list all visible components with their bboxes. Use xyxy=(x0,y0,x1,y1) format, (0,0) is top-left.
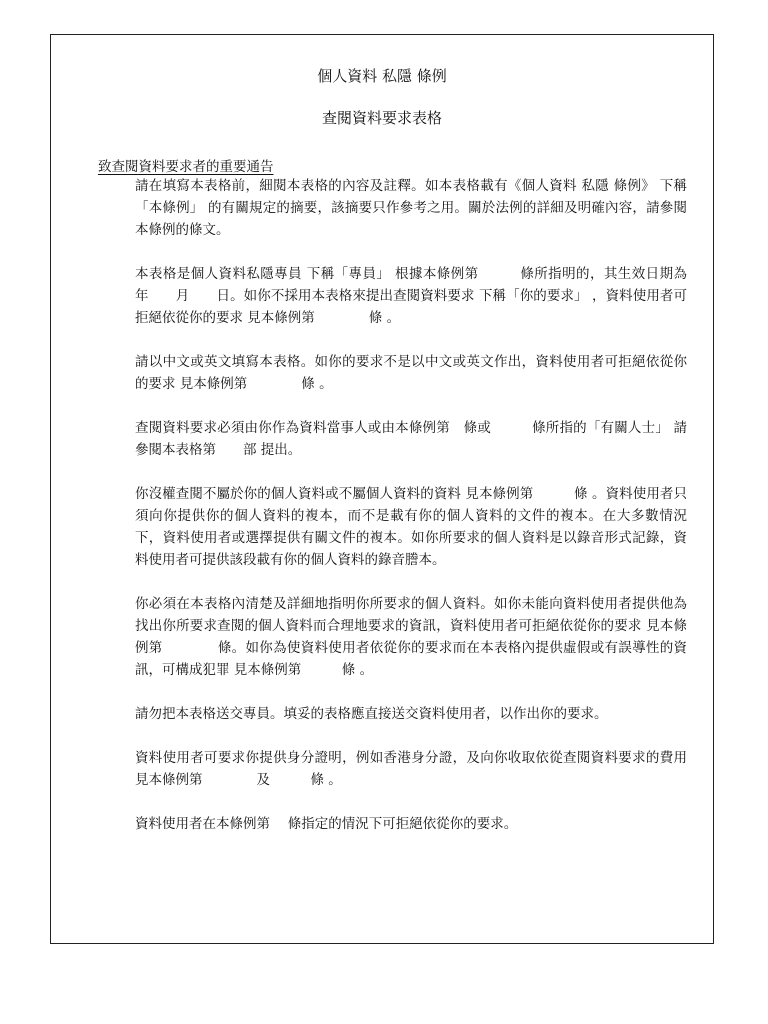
paragraph: 請以中文或英文填寫本表格。如你的要求不是以中文或英文作出，資料使用者可拒絕依從你的要求 見本條例第 條 。 xyxy=(135,354,687,392)
paragraph: 查閱資料要求必須由你作為資料當事人或由本條例第 條或 條所指的「有關人士」 請參閱本表格第 部 提出。 xyxy=(135,420,687,458)
form-title: 查閱資料要求表格 xyxy=(321,109,442,127)
paragraph: 本表格是個人資料私隱專員 下稱「專員」 根據本條例第 條所指明的，其生效日期為 年 月 日。如你不採用本表格來提出查閱資料要求 下稱「你的要求」 ，資料使用者可拒絕依從你的要求 見本條例第 條 。 xyxy=(135,266,728,326)
paragraph: 請在填寫本表格前，細閱本表格的內容及註釋。如本表格載有《個人資料 私隱 條例》 下稱「本條例」 的有關規定的摘要，該摘要只作參考之用。關於法例的詳細及明確內容，請參閱本條例的條文。 xyxy=(135,178,687,238)
document-title: 個人資料 私隱 條例 xyxy=(317,67,447,85)
paragraph: 你必須在本表格內清楚及詳細地指明你所要求的個人資料。如你未能向資料使用者提供他為找出你所要求查閱的個人資料而合理地要求的資訊，資料使用者可拒絕依從你的要求 見本條例第 條。如你為使資料使用者依從你的要求而在本表格內提供虛假或有誤導性的資訊，可構成犯罪 見本條例第 條 。 xyxy=(135,596,687,678)
paragraph: 你沒權查閱不屬於你的個人資料或不屬個人資料的資料 見本條例第 條 。資料使用者只須向你提供你的個人資料的複本，而不是載有你的個人資料的文件的複本。在大多數情況下，資料使用者或選擇提供有關文件的複本。如你所要求的個人資料是以錄音形式記錄，資料使用者可提供該段載有你的個人資料的錄音謄本。 xyxy=(135,486,687,568)
paragraph: 請勿把本表格送交專員。填妥的表格應直接送交資料使用者，以作出你的要求。 xyxy=(135,706,608,722)
notice-heading: 致查閱資料要求者的重要通告 xyxy=(98,159,274,175)
paragraph: 資料使用者可要求你提供身分證明，例如香港身分證，及向你收取依從查閱資料要求的費用 見本條例第 及 條 。 xyxy=(135,750,687,788)
notice-body xyxy=(135,175,728,857)
page-border xyxy=(50,34,728,944)
paragraph: 資料使用者在本條例第 條指定的情況下可拒絕依從你的要求。 xyxy=(135,816,518,832)
